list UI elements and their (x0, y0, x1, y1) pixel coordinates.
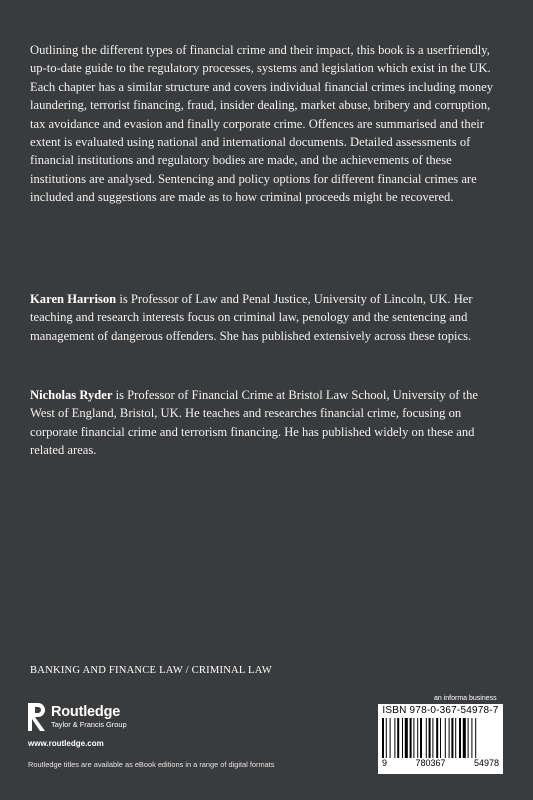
barcode-digit-group: 9 (382, 758, 388, 768)
barcode-digits (378, 758, 503, 768)
publisher-group: Taylor & Francis Group (51, 720, 127, 729)
routledge-logo-icon (28, 703, 46, 731)
barcode-digit-group: 780367 (415, 758, 446, 768)
isbn-barcode-box (378, 704, 503, 774)
barcode-icon (382, 718, 499, 758)
author-name: Karen Harrison (30, 292, 117, 306)
author-bio-text: is Professor of Financial Crime at Bristol Law School, University of the West of England, Bristol, UK. He teaches and researches financial crime, focusing on corporate financial crime and terrorism financing. He has published widely on these and related areas. (30, 388, 478, 458)
book-description: Outlining the different types of financial crime and their impact, this book is a userfriendly, up-to-date guide to the regulatory processes, systems and legislation which exist in the UK. Each chapter has a similar structure and covers individual financial crimes including money laundering, terrorist financing, fraud, insider dealing, market abuse, bribery and corruption, tax avoidance and evasion and finally corporate crime. Offences are summarised and their extent is evaluated using national and international documents. Detailed assessments of financial institutions and regulatory bodies are made, and the achievements of these institutions are analysed. Sentencing and policy options for different financial crimes are included and suggestions are made as to how criminal proceeds might be recovered. (30, 43, 494, 205)
publisher-url: www.routledge.com (28, 739, 104, 748)
author-bio-nicholas-ryder (30, 386, 502, 460)
publisher-logo (28, 703, 127, 731)
author-name: Nicholas Ryder (30, 388, 113, 402)
author-bio-karen-harrison (30, 290, 502, 345)
author-bio-text: is Professor of Law and Penal Justice, University of Lincoln, UK. Her teaching and research interests focus on criminal law, penology and the sentencing and management of dangerous offenders. She has published extensively across these topics. (30, 292, 473, 343)
ebook-note: Routledge titles are available as eBook editions in a range of digital formats (28, 760, 275, 769)
publisher-name: Routledge (51, 704, 121, 720)
subject-category: BANKING AND FINANCE LAW / CRIMINAL LAW (30, 665, 272, 676)
barcode-digit-group: 54978 (473, 758, 499, 768)
isbn-label: ISBN 978-0-367-54978-7 (382, 705, 499, 716)
informa-business-tag: an informa business (434, 695, 497, 702)
